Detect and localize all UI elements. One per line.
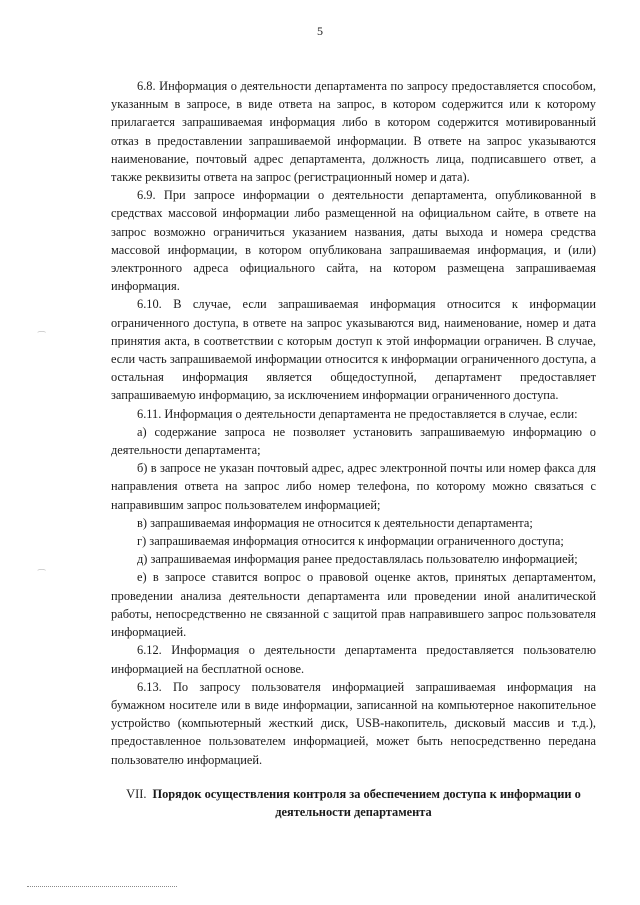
document-body — [111, 77, 596, 821]
list-item-a: а) содержание запроса не позволяет установить запрашиваемую информацию о деятельности департамента; — [111, 424, 596, 458]
section-heading — [111, 785, 596, 821]
list-item-e: е) в запросе ставится вопрос о правовой оценке актов, принятых департаментом, проведении анализа деятельности департамента или проведении иной аналитической работы, непосредственно не связанной с защитой прав направившего запрос пользователя информацией. — [111, 570, 596, 640]
list-item-b: б) в запросе не указан почтовый адрес, адрес электронной почты или номер факса для направления ответа на запрос либо номер телефона, по которому можно связаться с направившим запрос пользователем информацией; — [111, 461, 596, 512]
paragraph-6-13: 6.13. По запросу пользователя информацией запрашиваемая информация на бумажном носителе или в виде информации, записанной на компьютерное накопительное устройство (компьютерный жесткий диск, USB-накопитель, дисковый массив и т.д.), предоставленное пользователем информацией, может быть непосредственно передана пользователю информацией. — [111, 679, 596, 767]
margin-scan-mark: ⁔ — [38, 322, 46, 332]
margin-scan-mark: ⁔ — [38, 560, 46, 570]
list-item-v: в) запрашиваемая информация не относится к деятельности департамента; — [137, 515, 533, 530]
list-item-d: д) запрашиваемая информация ранее предоставлялась пользователю информацией; — [137, 552, 578, 567]
paragraph-6-10: 6.10. В случае, если запрашиваемая информация относится к информации ограниченного доступа, в ответе на запрос указываются вид, наименование, номер и дата принятия акта, в соответствии с которым доступ к этой информации ограничен. В случае, если часть запрашиваемой информации относится к информации ограниченного доступа, а остальная информация является общедоступной, департамент предоставляет запрашиваемую информацию, за исключением информации ограниченного доступа. — [111, 297, 596, 403]
paragraph-6-8: 6.8. Информация о деятельности департамента по запросу предоставляется способом, указанным в запросе, в виде ответа на запрос, в котором содержится или к которому прилагается запрашиваемая информация либо в котором содержится мотивированный отказ в предоставлении запрашиваемой информации. В ответе на запрос указываются наименование, почтовый адрес департамента, должность лица, подписавшего ответ, а также реквизиты ответа на запрос (регистрационный номер и дата). — [111, 79, 596, 185]
page-number: 5 — [317, 24, 323, 38]
list-item-g: г) запрашиваемая информация относится к информации ограниченного доступа; — [137, 534, 564, 549]
paragraph-6-9: 6.9. При запросе информации о деятельности департамента, опубликованной в средствах массовой информации либо размещенной на официальном сайте, в ответе на запрос возможно ограничиться указанием названия, даты выхода и номера средства массовой информации, в котором опубликована запрашиваемая информация, и (или) электронного адреса официального сайта, на котором размещена запрашиваемая информация. — [111, 188, 596, 294]
section-number: VII. — [126, 786, 147, 801]
footer-divider — [27, 886, 177, 887]
paragraph-6-11: 6.11. Информация о деятельности департамента не предоставляется в случае, если: — [137, 406, 578, 421]
paragraph-6-12: 6.12. Информация о деятельности департамента предоставляется пользователю информацией на бесплатной основе. — [111, 643, 596, 676]
section-title: Порядок осуществления контроля за обеспечением доступа к информации о деятельности департамента — [152, 786, 581, 819]
